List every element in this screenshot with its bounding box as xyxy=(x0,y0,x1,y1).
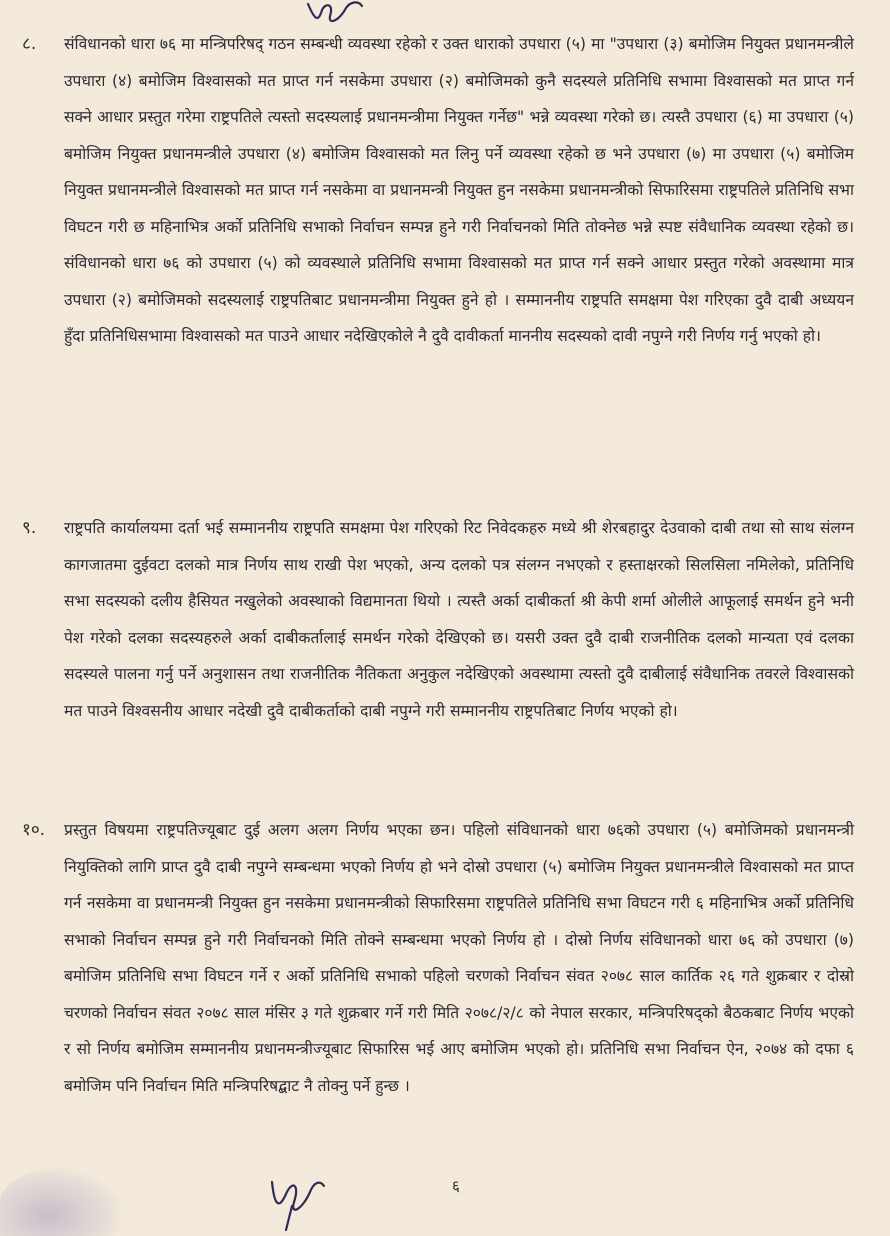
page-number: ६ xyxy=(452,1177,460,1195)
paragraph-number: ८. xyxy=(22,34,37,54)
official-stamp xyxy=(0,1168,120,1236)
paragraph-number: १०. xyxy=(22,820,46,840)
paragraph-8: संविधानको धारा ७६ मा मन्त्रिपरिषद् गठन सम्बन्धी व्यवस्था रहेको र उक्त धाराको उपधारा (५) मा "उपधारा (३) बमोजिम नियुक्त प्रधानमन्त्रीले उपधारा (४) बमोजिम विश्वासको मत प्राप्त गर्न नसकेमा उपधारा (२) बमोजिमको कुनै सदस्यले प्रतिनिधि सभामा विश्वासको मत प्राप्त गर्न सक्ने आधार प्रस्तुत गरेमा राष्ट्रपतिले त्यस्तो सदस्यलाई प्रधानमन्त्रीमा नियुक्त गर्नेछ" भन्ने व्यवस्था गरेको छ। त्यस्तै उपधारा (६) मा उपधारा (५) बमोजिम नियुक्त प्रधानमन्त्रीले उपधारा (४) बमोजिम विश्वासको मत लिनु पर्ने व्यवस्था रहेको छ भने उपधारा (७) मा उपधारा (५) बमोजिम नियुक्त प्रधानमन्त्रीले विश्वासको मत प्राप्त गर्न नसकेमा वा प्रधानमन्त्री नियुक्त हुन नसकेमा प्रधानमन्त्रीको सिफारिसमा राष्ट्रपतिले प्रतिनिधि सभा विघटन गरी छ महिनाभित्र अर्को प्रतिनिधि सभाको निर्वाचन सम्पन्न हुने गरी निर्वाचनको मिति तोक्नेछ भन्ने स्पष्ट संवैधानिक व्यवस्था रहेको छ। संविधानको धारा ७६ को उपधारा (५) को व्यवस्थाले प्रतिनिधि सभामा विश्वासको मत प्राप्त गर्न सक्ने आधार प्रस्तुत गरेको अवस्थामा मात्र उपधारा (२) बमोजिमको सदस्यलाई राष्ट्रपतिबाट प्रधानमन्त्रीमा नियुक्त हुने हो । सम्माननीय राष्ट्रपति समक्षमा पेश गरिएका दुवै दाबी अध्ययन हुँदा प्रतिनिधिसभामा विश्वासको मत पाउने आधार नदेखिएकोले नै दुवै दावीकर्ता माननीय सदस्यको दावी नपुग्ने गरी निर्णय गर्नु भएको हो। xyxy=(64,35,854,345)
paragraph-10: प्रस्तुत विषयमा राष्ट्रपतिज्यूबाट दुई अलग अलग निर्णय भएका छन। पहिलो संविधानको धारा ७६को उपधारा (५) बमोजिमको प्रधानमन्त्री नियुक्तिको लागि प्राप्त दुवै दाबी नपुग्ने सम्बन्धमा भएको निर्णय हो भने दोस्रो उपधारा (५) बमोजिम नियुक्त प्रधानमन्त्रीले विश्वासको मत प्राप्त गर्न नसकेमा वा प्रधानमन्त्री नियुक्त हुन नसकेमा प्रधानमन्त्रीको सिफारिसमा राष्ट्रपतिले प्रतिनिधि सभा विघटन गरी ६ महिनाभित्र अर्को प्रतिनिधि सभाको निर्वाचन सम्पन्न हुने गरी निर्वाचनको मिति तोक्ने सम्बन्धमा भएको निर्णय हो । दोस्रो निर्णय संविधानको धारा ७६ को उपधारा (७) बमोजिम प्रतिनिधि सभा विघटन गर्ने र अर्को प्रतिनिधि सभाको पहिलो चरणको निर्वाचन संवत २०७८ साल कार्तिक २६ गते शुक्रबार र दोस्रो चरणको निर्वाचन संवत २०७८ साल मंसिर ३ गते शुक्रबार गर्ने गरी मिति २०७८/२/८ को नेपाल सरकार, मन्त्रिपरिषद्को बैठकबाट निर्णय भएको र सो निर्णय बमोजिम सम्माननीय प्रधानमन्त्रीज्यूबाट सिफारिस भई आए बमोजिम भएको हो। प्रतिनिधि सभा निर्वाचन ऐन, २०७४ को दफा ६ बमोजिम पनि निर्वाचन मिति मन्त्रिपरिषद्बाट नै तोक्नु पर्ने हुन्छ । xyxy=(64,821,854,1095)
paragraph-9: राष्ट्रपति कार्यालयमा दर्ता भई सम्माननीय राष्ट्रपति समक्षमा पेश गरिएको रिट निवेदकहरु मध्ये श्री शेरबहादुर देउवाको दाबी तथा सो साथ संलग्न कागजातमा दुईवटा दलको मात्र निर्णय साथ राखी पेश भएको, अन्य दलको पत्र संलग्न नभएको र हस्ताक्षरको सिलसिला नमिलेको, प्रतिनिधि सभा सदस्यको दलीय हैसियत नखुलेको अवस्थाको विद्यमानता थियो । त्यस्तै अर्का दाबीकर्ता श्री केपी शर्मा ओलीले आफूलाई समर्थन हुने भनी पेश गरेको दलका सदस्यहरुले अर्का दाबीकर्तालाई समर्थन गरेको देखिएको छ। यसरी उक्त दुवै दाबी राजनीतिक दलको मान्यता एवं दलका सदस्यले पालना गर्नु पर्ने अनुशासन तथा राजनीतिक नैतिकता अनुकुल नदेखिएको अवस्थामा त्यस्तो दुवै दाबीलाई संवैधानिक तवरले विश्वासको मत पाउने विश्वसनीय आधार नदेखी दुवै दाबीकर्ताको दाबी नपुग्ने गरी सम्माननीय राष्ट्रपतिबाट निर्णय भएको हो। xyxy=(64,519,854,720)
paragraph-number: ९. xyxy=(22,518,37,538)
handwritten-signature-bottom xyxy=(262,1172,332,1232)
